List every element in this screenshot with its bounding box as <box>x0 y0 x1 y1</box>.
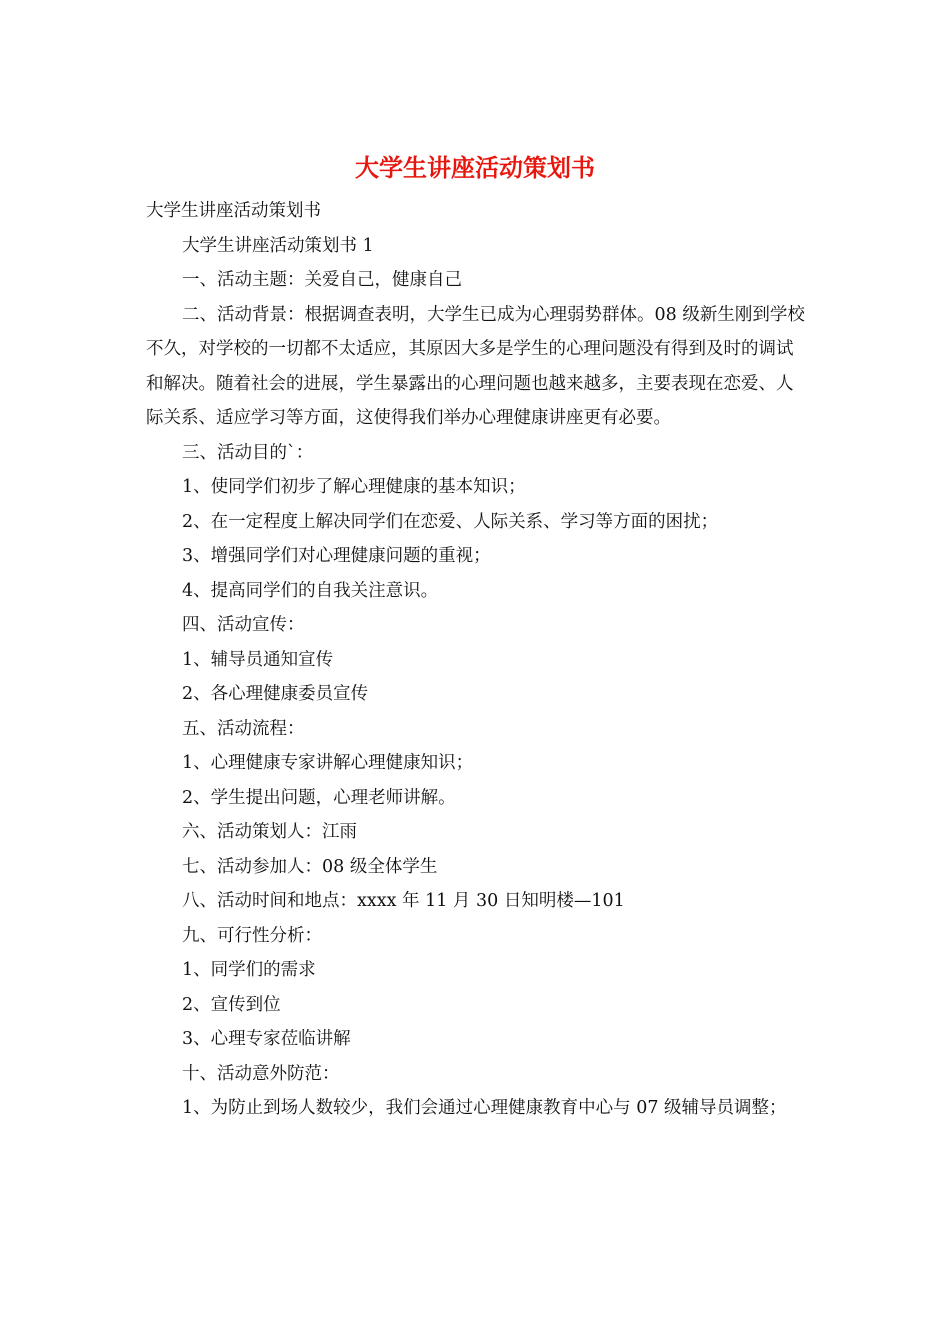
paragraph-process-1: 1、心理健康专家讲解心理健康知识； <box>182 753 474 773</box>
paragraph-feasibility-heading: 九、可行性分析： <box>182 925 322 946</box>
paragraph-participants: 七、活动参加人：08 级全体学生 <box>182 856 438 877</box>
paragraph-feasibility-3: 3、心理专家莅临讲解 <box>182 1029 351 1049</box>
paragraph-purpose-4: 4、提高同学们的自我关注意识。 <box>182 580 439 601</box>
paragraph-planner: 六、活动策划人：江雨 <box>182 822 357 842</box>
paragraph-feasibility-1: 1、同学们的需求 <box>182 960 316 980</box>
paragraph-publicity-2: 2、各心理健康委员宣传 <box>182 684 369 704</box>
paragraph-time-place: 八、活动时间和地点：xxxx 年 11 月 30 日知明楼—101 <box>182 891 625 911</box>
paragraph-purpose-1: 1、使同学们初步了解心理健康的基本知识； <box>182 477 526 497</box>
paragraph-contingency-1: 1、为防止到场人数较少，我们会通过心理健康教育中心与 07 级辅导员调整； <box>182 1098 787 1118</box>
paragraph-purpose-heading: 三、活动目的`： <box>182 442 314 463</box>
paragraph-contingency-heading: 十、活动意外防范： <box>182 1063 340 1084</box>
paragraph-publicity-heading: 四、活动宣传： <box>182 615 305 635</box>
paragraph-background: 二、活动背景：根据调查表明，大学生已成为心理弱势群体。08 级新生刚到学校不久，对学校的一切都不太适应，其原因大多是学生的心理问题没有得到及时的调试和解决。随着社会的进展，学生暴露出的心理问题也越来越多，主要表现在恋爱、人际关系、适应学习等方面，这使得我们举办心理健康讲座更有必要。 <box>146 304 805 428</box>
paragraph-process-heading: 五、活动流程： <box>182 718 305 739</box>
paragraph-subtitle: 大学生讲座活动策划书 1 <box>182 235 374 256</box>
paragraph-theme: 一、活动主题：关爱自己，健康自己 <box>182 270 462 290</box>
paragraph-process-2: 2、学生提出问题，心理老师讲解。 <box>182 787 456 808</box>
document-body <box>146 194 806 1126</box>
paragraph-heading: 大学生讲座活动策划书 <box>146 201 321 221</box>
paragraph-purpose-2: 2、在一定程度上解决同学们在恋爱、人际关系、学习等方面的困扰； <box>182 511 719 532</box>
paragraph-purpose-3: 3、增强同学们对心理健康问题的重视； <box>182 546 491 566</box>
paragraph-publicity-1: 1、辅导员通知宣传 <box>182 649 334 670</box>
document-title: 大学生讲座活动策划书 <box>355 153 595 182</box>
paragraph-feasibility-2: 2、宣传到位 <box>182 994 281 1015</box>
